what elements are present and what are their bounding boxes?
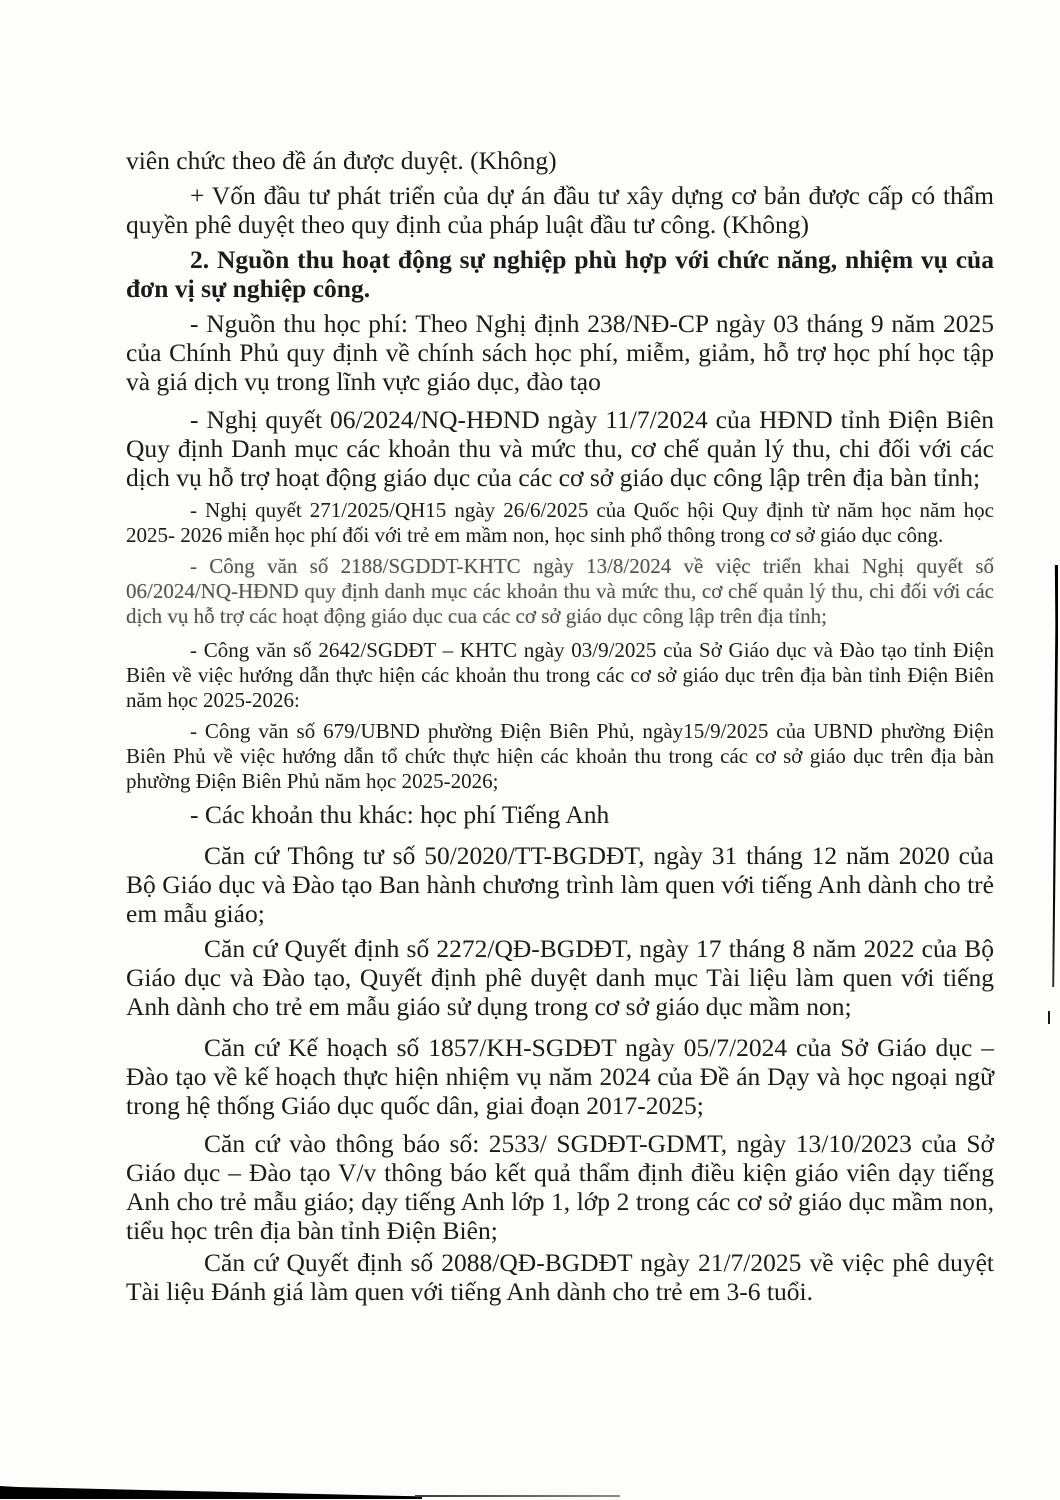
paragraph-cong-van-679: - Công văn số 679/UBND phường Điện Biên Phủ, ngày15/9/2025 của UBND phường Điện Biên Phủ về việc hướng dẫn tổ chức thực hiện các khoản thu trong các cơ sở giáo dục trên địa bàn phường Điện Biên Phủ năm học 2025-2026; xyxy=(126,719,994,793)
paragraph-cong-van-2642: - Công văn số 2642/SGDĐT – KHTC ngày 03/9/2025 của Sở Giáo dục và Đào tạo tỉnh Điện Biên về việc hướng dẫn thực hiện các khoản thu trong các cơ sở giáo dục trên địa bàn tỉnh Điện Biên năm học 2025-2026: xyxy=(126,638,994,712)
paragraph-cong-van-2188: - Công văn số 2188/SGDDT-KHTC ngày 13/8/2024 về việc triển khai Nghị quyết số 06/2024/NQ-HĐND quy định danh mục các khoản thu và mức thu, cơ chế quản lý thu, chi đối với các dịch vụ hỗ trợ các hoạt động giáo dục cua các cơ sở giáo dục công lập trên địa tỉnh; xyxy=(126,554,994,628)
paragraph-cac-khoan-thu-khac: - Các khoản thu khác: học phí Tiếng Anh xyxy=(190,800,610,829)
scan-artifact-right-edge-streak xyxy=(1051,565,1058,987)
scan-artifact-bottom-edge-wedge xyxy=(0,1486,422,1499)
paragraph-ke-hoach-1857: Căn cứ Kế hoạch số 1857/KH-SGDĐT ngày 05/7/2024 của Sở Giáo dục – Đào tạo về kế hoạch thực hiện nhiệm vụ năm 2024 của Đề án Dạy và học ngoại ngữ trong hệ thống Giáo dục quốc dân, giai đoạn 2017-2025; xyxy=(126,1033,994,1120)
paragraph-thong-bao-2533: Căn cứ vào thông báo số: 2533/ SGDĐT-GDMT, ngày 13/10/2023 của Sở Giáo dục – Đào tạo V/v thông báo kết quả thẩm định điều kiện giáo viên dạy tiếng Anh cho trẻ mẫu giáo; dạy tiếng Anh lớp 1, lớp 2 trong các cơ sở giáo dục mầm non, tiểu học trên địa bàn tỉnh Điện Biên; xyxy=(126,1129,994,1245)
paragraph-continuation: viên chức theo đề án được duyệt. (Không) xyxy=(126,146,557,175)
paragraph-nghi-quyet-271-2025: - Nghị quyết 271/2025/QH15 ngày 26/6/2025 của Quốc hội Quy định từ năm học năm học 2025- 2026 miễn học phí đối với trẻ em mầm non, học sinh phổ thông trong cơ sở giáo dục công. xyxy=(126,498,994,547)
paragraph-thong-tu-50-2020: Căn cứ Thông tư số 50/2020/TT-BGDĐT, ngày 31 tháng 12 năm 2020 của Bộ Giáo dục và Đào tạo Ban hành chương trình làm quen với tiếng Anh dành cho trẻ em mẫu giáo; xyxy=(126,841,994,928)
paragraph-von-dau-tu: + Vốn đầu tư phát triển của dự án đầu tư xây dựng cơ bản được cấp có thẩm quyền phê duyệt theo quy định của pháp luật đầu tư công. (Không) xyxy=(126,181,994,239)
paragraph-nguon-thu-hoc-phi: - Nguồn thu học phí: Theo Nghị định 238/NĐ-CP ngày 03 tháng 9 năm 2025 của Chính Phủ quy định về chính sách học phí, miễm, giảm, hỗ trợ học phí học tập và giá dịch vụ trong lĩnh vực giáo dục, đào tạo xyxy=(126,309,994,396)
section-heading-2: 2. Nguồn thu hoạt động sự nghiệp phù hợp với chức năng, nhiệm vụ của đơn vị sự nghiệp công. xyxy=(126,245,994,303)
paragraph-quyet-dinh-2088: Căn cứ Quyết định số 2088/QĐ-BGDĐT ngày 21/7/2025 về việc phê duyệt Tài liệu Đánh giá làm quen với tiếng Anh dành cho trẻ em 3-6 tuổi. xyxy=(126,1248,994,1306)
paragraph-quyet-dinh-2272: Căn cứ Quyết định số 2272/QĐ-BGDĐT, ngày 17 tháng 8 năm 2022 của Bộ Giáo dục và Đào tạo, Quyết định phê duyệt danh mục Tài liệu làm quen với tiếng Anh dành cho trẻ em mẫu giáo sử dụng trong cơ sở giáo dục mầm non; xyxy=(126,934,994,1021)
scan-artifact-right-edge-dash xyxy=(1048,1011,1050,1024)
scan-artifact-bottom-edge-tail xyxy=(415,1495,620,1497)
document-body xyxy=(126,146,994,1306)
paragraph-nghi-quyet-06-2024: - Nghị quyết 06/2024/NQ-HĐND ngày 11/7/2024 của HĐND tỉnh Điện Biên Quy định Danh mục các khoản thu và mức thu, cơ chế quản lý thu, chi đối với các dịch vụ hỗ trợ hoạt động giáo dục của các cơ sở giáo dục công lập trên địa bàn tỉnh; xyxy=(126,405,994,492)
